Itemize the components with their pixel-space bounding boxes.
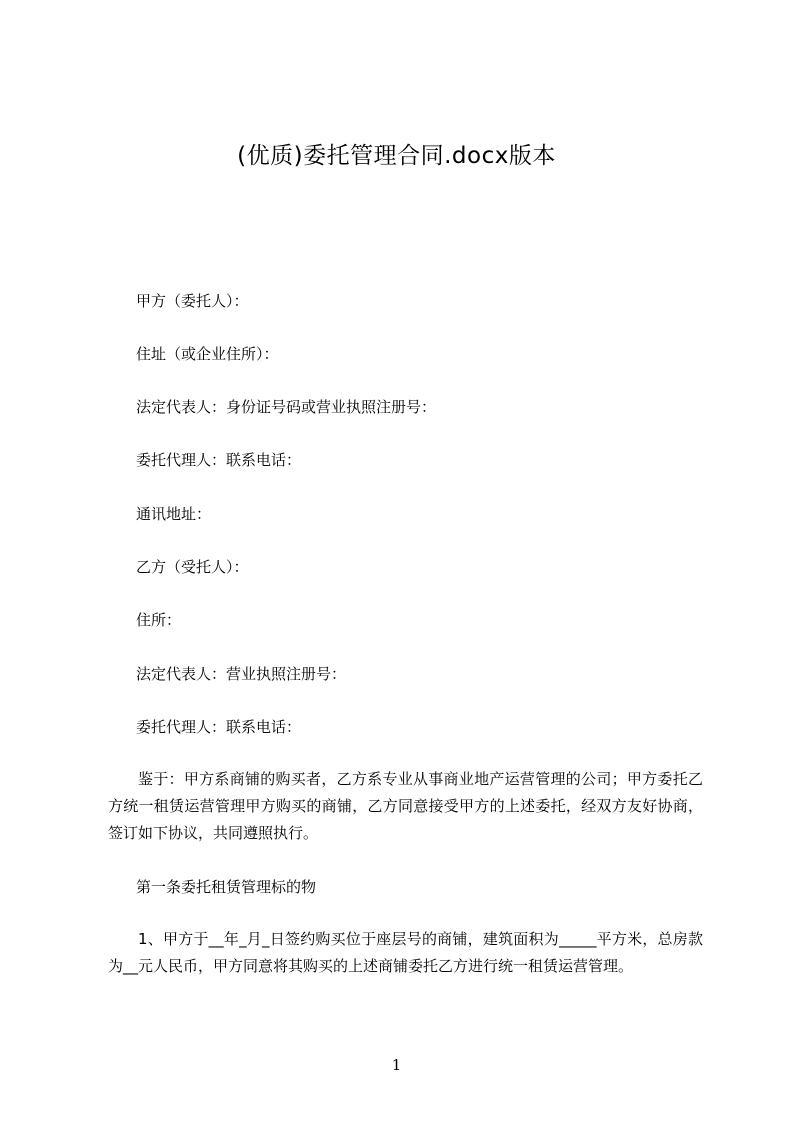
party-b-label: 乙方（受托人）：: [136, 558, 249, 576]
preamble-paragraph: 鉴于：甲方系商铺的购买者，乙方系专业从事商业地产运营管理的公司；甲方委托乙方统一租赁运营管理甲方购买的商铺，乙方同意接受甲方的上述委托，经双方友好协商，签订如下协议，共同遵照执行。: [108, 770, 703, 842]
clause-1-paragraph: 1、甲方于__年_月_日签约购买位于座层号的商铺，建筑面积为_____平方米，总房款为__元人民币，甲方同意将其购买的上述商铺委托乙方进行统一租赁运营管理。: [108, 930, 703, 975]
party-a-mailing-address-label: 通讯地址：: [136, 505, 212, 523]
party-a-agent-label: 委托代理人：联系电话：: [136, 451, 302, 469]
party-b-address-label: 住所：: [136, 611, 182, 629]
party-a-address-label: 住址（或企业住所）：: [136, 345, 279, 363]
party-a-legal-rep-label: 法定代表人：身份证号码或营业执照注册号：: [136, 398, 437, 416]
page-number: 1: [391, 1056, 402, 1074]
party-a-label: 甲方（委托人）：: [136, 292, 249, 310]
party-b-agent-label: 委托代理人：联系电话：: [136, 718, 302, 736]
article-1-heading: 第一条委托租赁管理标的物: [136, 878, 317, 896]
party-b-legal-rep-label: 法定代表人：营业执照注册号：: [136, 665, 347, 683]
document-title: (优质)委托管理合同.docx版本: [237, 143, 556, 169]
